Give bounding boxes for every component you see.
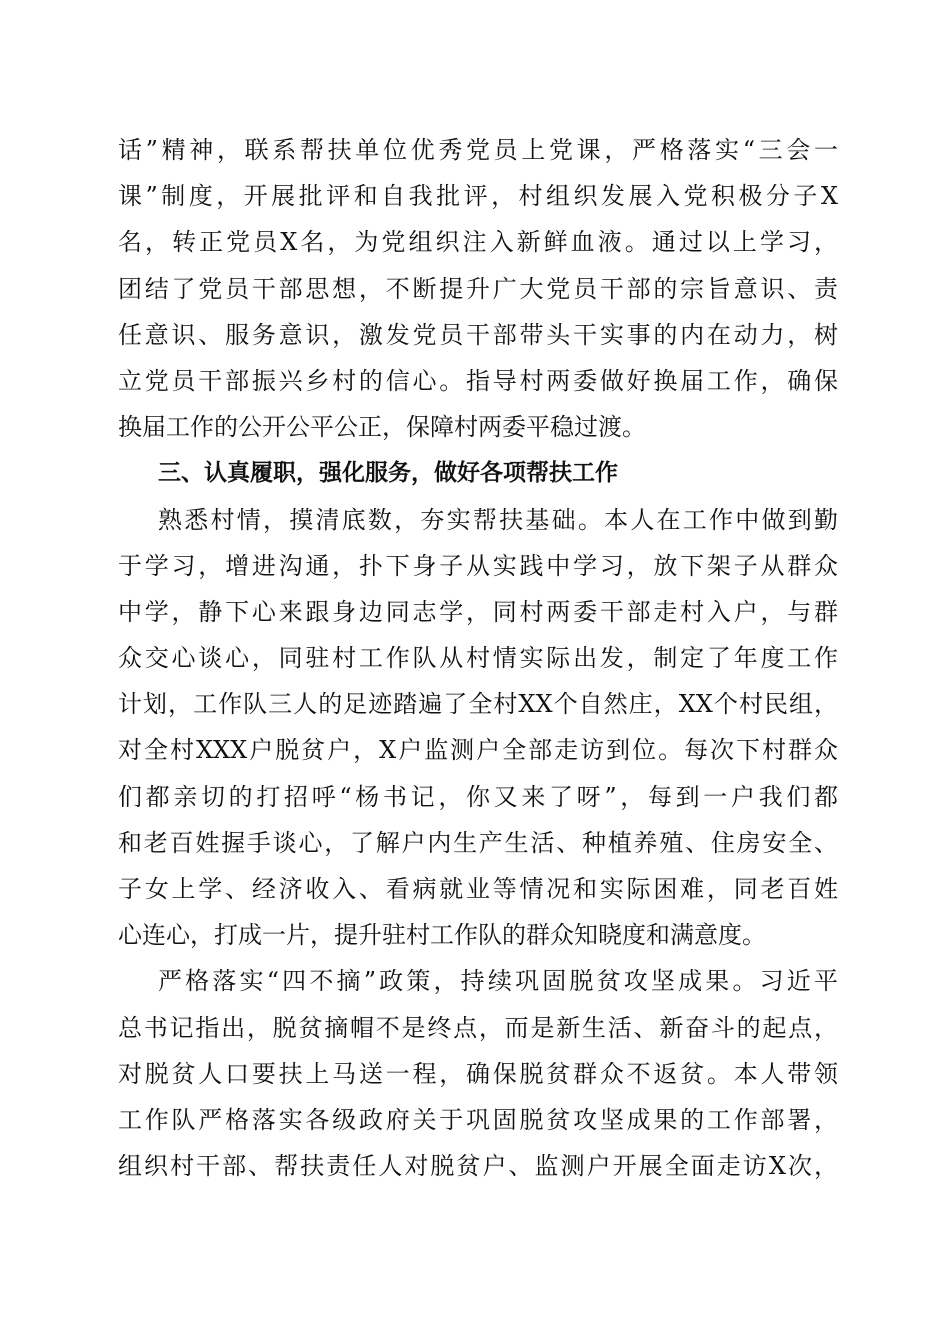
text-line: 名，转正党员X名，为党组织注入新鲜血液。通过以上学习， [118, 228, 838, 257]
text-line: 工作队严格落实各级政府关于巩固脱贫攻坚成果的工作部署， [118, 1105, 838, 1134]
paragraph-party-study [118, 127, 838, 450]
text-line: 课”制度，开展批评和自我批评，村组织发展入党积极分子X [118, 182, 838, 211]
text-line: 换届工作的公开公平公正，保障村两委平稳过渡。 [118, 413, 646, 442]
text-line: 和老百姓握手谈心，了解户内生产生活、种植养殖、住房安全、 [118, 828, 838, 857]
text-line: 总书记指出，脱贫摘帽不是终点，而是新生活、新奋斗的起点， [118, 1013, 838, 1042]
text-line: 中学，静下心来跟身边同志学，同村两委干部走村入户，与群 [118, 597, 838, 626]
text-line: 严格落实“四不摘”政策，持续巩固脱贫攻坚成果。习近平 [158, 967, 838, 996]
paragraph-village-survey [118, 497, 838, 959]
paragraph-poverty-policy [118, 958, 838, 1189]
text-line: 对全村XXX户脱贫户，X户监测户全部走访到位。每次下村群众 [118, 736, 838, 765]
text-line: 话”精神，联系帮扶单位优秀党员上党课，严格落实“三会一 [118, 136, 838, 164]
text-line: 任意识、服务意识，激发党员干部带头干实事的内在动力，树 [118, 320, 838, 349]
text-line: 心连心，打成一片，提升驻村工作队的群众知晓度和满意度。 [118, 921, 766, 950]
text-line: 们都亲切的打招呼“杨书记，你又来了呀”，每到一户我们都 [118, 782, 838, 811]
section-heading: 三、认真履职，强化服务，做好各项帮扶工作 [158, 460, 618, 487]
text-line: 团结了党员干部思想，不断提升广大党员干部的宗旨意识、责 [118, 274, 838, 303]
document-body [118, 127, 838, 1189]
text-line: 立党员干部振兴乡村的信心。指导村两委做好换届工作，确保 [118, 366, 838, 395]
text-line: 组织村干部、帮扶责任人对脱贫户、监测户开展全面走访X次， [118, 1152, 838, 1181]
text-line: 众交心谈心，同驻村工作队从村情实际出发，制定了年度工作 [118, 644, 838, 673]
text-line: 计划，工作队三人的足迹踏遍了全村XX个自然庄，XX个村民组， [118, 690, 838, 719]
text-line: 熟悉村情，摸清底数，夯实帮扶基础。本人在工作中做到勤 [158, 505, 838, 534]
text-line: 子女上学、经济收入、看病就业等情况和实际困难，同老百姓 [118, 875, 838, 903]
text-line: 对脱贫人口要扶上马送一程，确保脱贫群众不返贫。本人带领 [118, 1059, 838, 1088]
text-line: 于学习，增进沟通，扑下身子从实践中学习，放下架子从群众 [118, 551, 838, 580]
